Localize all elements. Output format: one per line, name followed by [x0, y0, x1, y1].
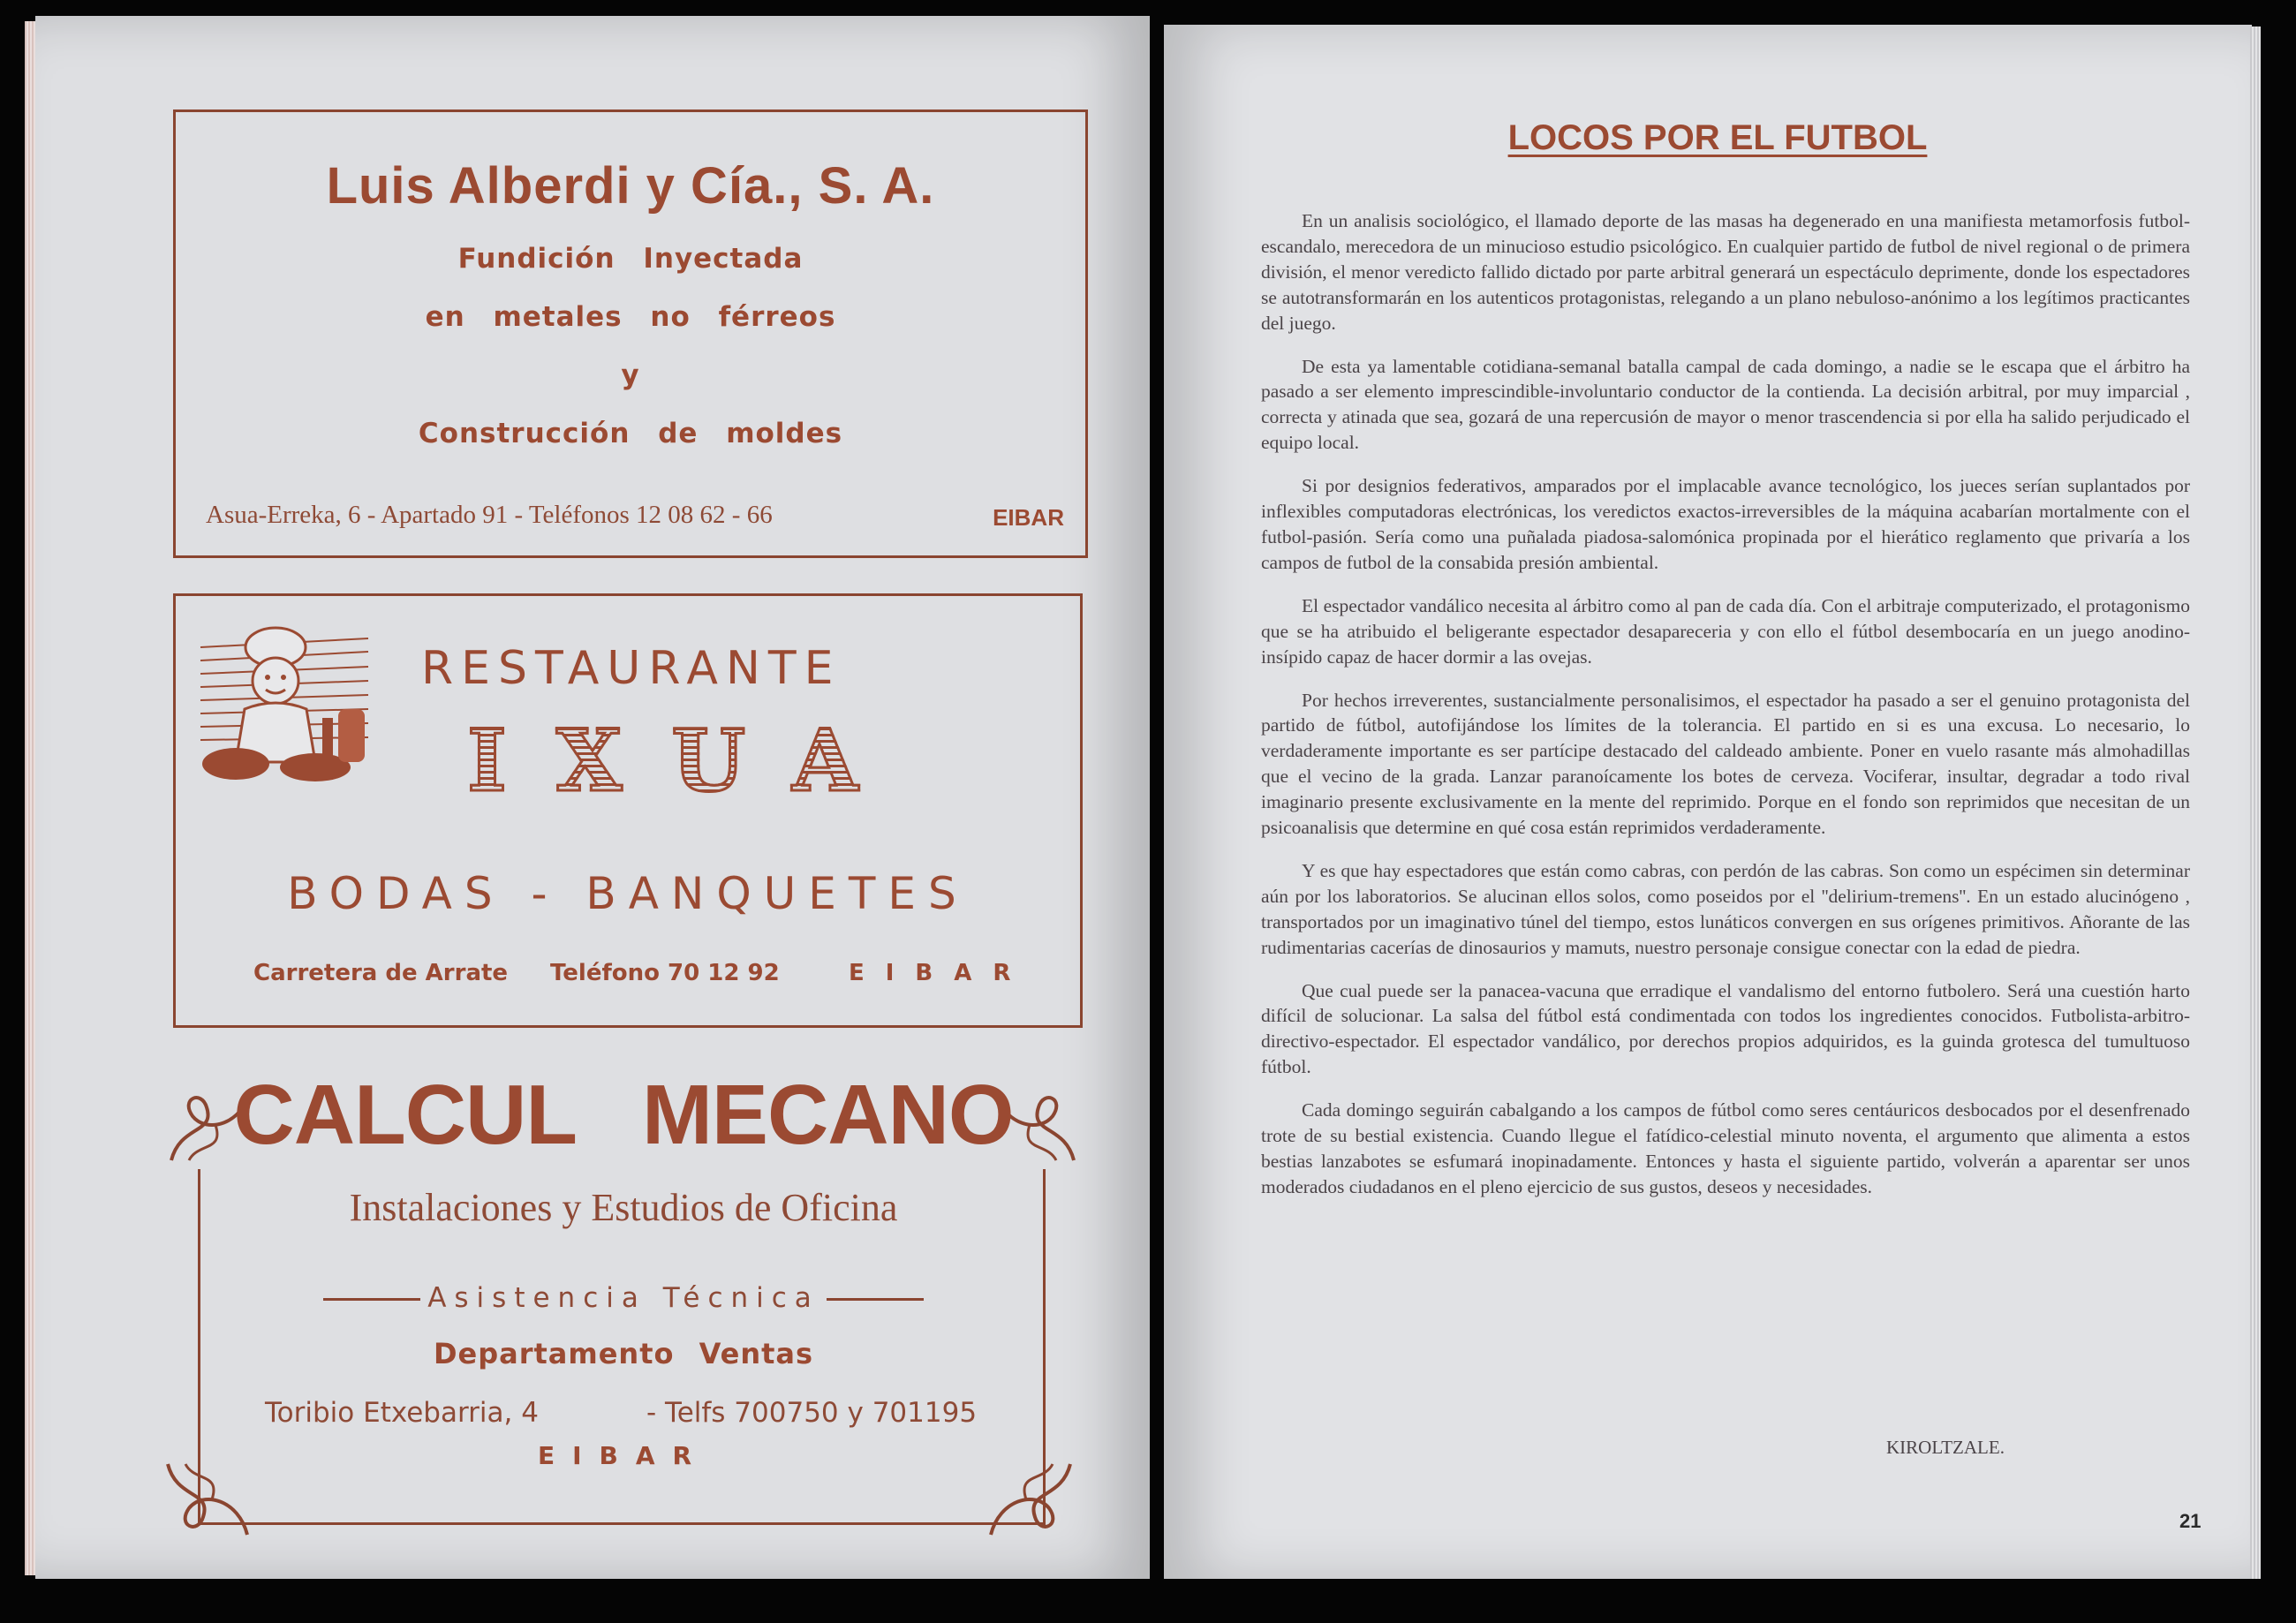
- article-paragraph: Si por designios federativos, amparados por el implacable avance tecnológico, los jueces serían suplantados por inflexibles computadoras electrónicas, los veredictos exactos-irreversibles de la máquina acabarían mortalmente con el futbol-pasión. Sería como una puñalada piadosa-salomónica propinada por el hierático reglamento que privaría a los campos de futbol de la consabida presión ambiental.: [1261, 475, 2190, 573]
- right-page-edge: [2250, 26, 2261, 1579]
- rule-left: [323, 1298, 420, 1301]
- ad-calcul-company: CALCUL MECANO: [233, 1068, 1014, 1162]
- ad-alberdi-address: Asua-Erreka, 6 - Apartado 91 - Teléfonos 12 08 62 - 66: [206, 501, 773, 529]
- ad-ixua-phone: Teléfono 70 12 92: [550, 960, 780, 986]
- page-number: 21: [2179, 1510, 2202, 1532]
- article-paragraph: Cada domingo seguirán cabalgando a los campos de fútbol como seres centáuricos desbocados por el desenfrenado trote de su bestial existencia. Cuando llegue el fatídico-celestial minuto noventa, el argumento que alimenta a estos bestias lanzabotes se esfumará inopinadamente. Entonces y hasta el siguiente partido, volverán a aparentar ser unos moderados ciudadanos en el pleno ejercicio de sus gustos, deseos y necesidades.: [1261, 1099, 2190, 1197]
- article-paragraph: El espectador vandálico necesita al árbitro como al pan de cada día. Con el arbitraje computerizado, el protagonismo que se ha atribuido el beligerante espectador desapareceria y con ello el fútbol desembocaría en un juego anodino-insípido capaz de hacer dormir a las ovejas.: [1261, 594, 2190, 668]
- ad-alberdi-line4: Construcción de moldes: [418, 418, 843, 449]
- ad-ixua-road: Carretera de Arrate: [253, 960, 509, 986]
- ad-calcul-assist-text: Asistencia Técnica: [427, 1282, 819, 1314]
- ad-ixua-name: IXUA: [467, 711, 908, 811]
- article-paragraph: Por hechos irreverentes, sustancialmente personalisimos, el espectador ha pasado a ser el genuino protagonista del partido de fútbol, autofijándose los límites de la tolerancia. El partido en si es una excusa. Lo necesario, lo verdaderamente importante es ser partícipe destacado del caldeado ambiente. Poner en vuelo rasante más almohadillas que el vecino de la grada. Lanzar paranoícamente los botes de cerveza. Vociferar, insultar, degradar a todo rival imaginario presente exclusivamente en la mente del reprimido. Porque en el fondo son reprimidos que necesitan de un psicoanalisis que determine en qué cosa están reprimidos verdaderamente.: [1261, 689, 2190, 839]
- ad-calcul-tagline: Instalaciones y Estudios de Oficina: [349, 1186, 898, 1229]
- ad-alberdi-line2: en metales no férreos: [425, 301, 836, 333]
- ad-alberdi-city: EIBAR: [993, 504, 1064, 531]
- article-title: LOCOS POR EL FUTBOL: [1507, 118, 1928, 157]
- ad-alberdi-line3: y: [621, 359, 640, 391]
- ad-ixua-services: BODAS - BANQUETES: [287, 868, 969, 919]
- ad-calcul-mecano: [155, 1067, 1091, 1561]
- ad-alberdi-line1: Fundición Inyectada: [457, 243, 804, 275]
- article-signature: KIROLTZALE.: [1886, 1437, 2005, 1458]
- article-body: [1261, 208, 2190, 1218]
- ad-ixua-city: EIBAR: [849, 960, 1032, 986]
- article-paragraph: Que cual puede ser la panacea-vacuna que erradique el vandalismo del entorno futbolero. Será una cuestión harto difícil de solucionar. La salsa del fútbol está condimentada con todos los ingredientes conocidos. Futbolista-arbitro-directivo-espectador. El espectador vandálico, por derechos propios adquiridos, es la guinda grotesca del tumultuoso fútbol.: [1261, 979, 2190, 1078]
- article-paragraph: De esta ya lamentable cotidiana-semanal batalla campal de cada domingo, a nadie se le escapa que el árbitro ha pasado a ser elemento imprescindible-involuntario conductor de la contienda. La decisión arbitral, por muy imparcial , correcta y atinada que sea, gozará de una repercusión de mayor o menor trascendencia si por ella ha salido perjudicado el equipo local.: [1261, 355, 2190, 454]
- ad-calcul-address: Toribio Etxebarria, 4: [265, 1397, 539, 1429]
- chef-illustration-icon: [192, 612, 377, 797]
- ad-ixua-kind: RESTAURANTE: [421, 642, 842, 695]
- ad-alberdi-company: Luis Alberdi y Cía., S. A.: [326, 157, 935, 215]
- rule-right: [827, 1298, 924, 1301]
- ad-ixua: [173, 593, 1083, 1028]
- ad-calcul-dept: Departamento Ventas: [433, 1337, 814, 1370]
- ad-calcul-assist: [155, 1282, 1091, 1314]
- article-paragraph: Y es que hay espectadores que están como cabras, con perdón de las cabras. Son como un espécimen sin determinar aún por los laboratorios. Se alucinan ellos solos, como poseidos por el ''delirium-tremens''. En un estado alucinógeno , transportados por un imaginativo túnel del tiempo, estos lunáticos convergen en sus orígenes primitivos. Añorante de las rudimentarias cacerías de dinosaurios y mamuts, nuestro personaje consigue conectar con la edad de piedra.: [1261, 859, 2190, 958]
- article-paragraph: En un analisis sociológico, el llamado deporte de las masas ha degenerado en una manifiesta metamorfosis futbol-escandalo, merecedora de un minucioso estudio psicológico. En cualquier partido de futbol de nivel regional o de primera división, el menor veredicto fallido dictado por parte arbitral generará un espectáculo deprimente, donde los espectadores se autotransformarán en los autenticos protagonistas, relegando a un plano nebuloso-anónimo a los legítimos practicantes del juego.: [1261, 210, 2190, 334]
- ad-calcul-city: EIBAR: [537, 1441, 710, 1470]
- ad-calcul-phones: - Telfs 700750 y 701195: [646, 1397, 978, 1429]
- ad-alberdi: [173, 109, 1088, 558]
